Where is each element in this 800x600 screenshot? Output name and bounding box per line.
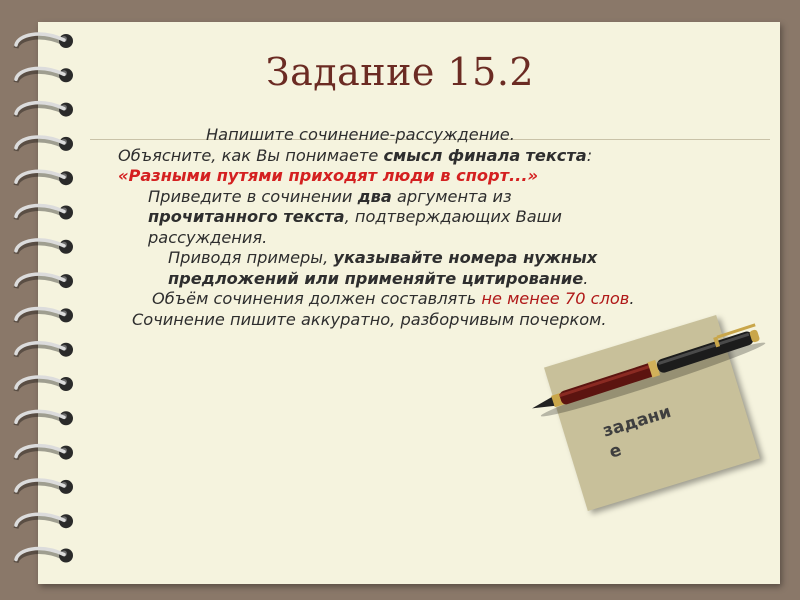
spiral-ring: [16, 514, 73, 528]
spiral-ring: [16, 137, 73, 151]
task-line: [118, 289, 638, 310]
spiral-ring: [16, 206, 73, 220]
text-span: .: [583, 268, 589, 288]
text-span: два: [357, 186, 392, 206]
spiral-ring: [16, 34, 73, 48]
task-line: [118, 146, 638, 187]
task-line: Напишите сочинение-рассуждение.: [206, 125, 515, 144]
text-span: Приведите в сочинении: [148, 186, 358, 206]
text-span: .: [629, 289, 635, 308]
spiral-ring: [16, 308, 73, 322]
text-span: указывайте номера нужных предложений или применяйте цитирование: [168, 248, 598, 288]
task-text: [118, 125, 638, 330]
text-span: смысл финала: [383, 145, 521, 165]
task-line: Сочинение пишите аккуратно, разборчивым почерком.: [132, 309, 607, 329]
spiral-ring: [16, 411, 73, 425]
text-span: не менее 70 слов: [481, 289, 630, 308]
task-line: [118, 248, 638, 289]
spiral-ring: [16, 171, 73, 185]
spiral-ring: [16, 343, 73, 357]
quote-span: «Разными путями приходят люди в спорт...»: [118, 166, 538, 185]
page-title: Задание 15.2: [265, 50, 535, 94]
spiral-ring: [16, 274, 73, 288]
fountain-pen-icon: [520, 320, 780, 420]
spiral-ring: [16, 103, 73, 117]
task-line: [118, 187, 638, 249]
spiral-ring: [16, 549, 73, 563]
text-span: аргумента из: [391, 186, 512, 206]
spiral-ring: [16, 377, 73, 391]
text-span: Объём сочинения должен составлять: [152, 289, 482, 308]
text-span: прочитанного текста: [148, 207, 345, 226]
sticky-note-label: задание: [600, 401, 674, 463]
spiral-ring: [16, 446, 73, 460]
text-span: , подтверждающих Ваши рассуждения.: [148, 207, 562, 247]
text-span: :: [586, 145, 593, 165]
text-span: Объясните, как Вы понимаете: [118, 145, 384, 165]
spiral-ring: [16, 480, 73, 494]
spiral-ring: [16, 240, 73, 254]
text-span: текста: [525, 145, 587, 165]
text-span: Приводя примеры,: [168, 248, 334, 267]
